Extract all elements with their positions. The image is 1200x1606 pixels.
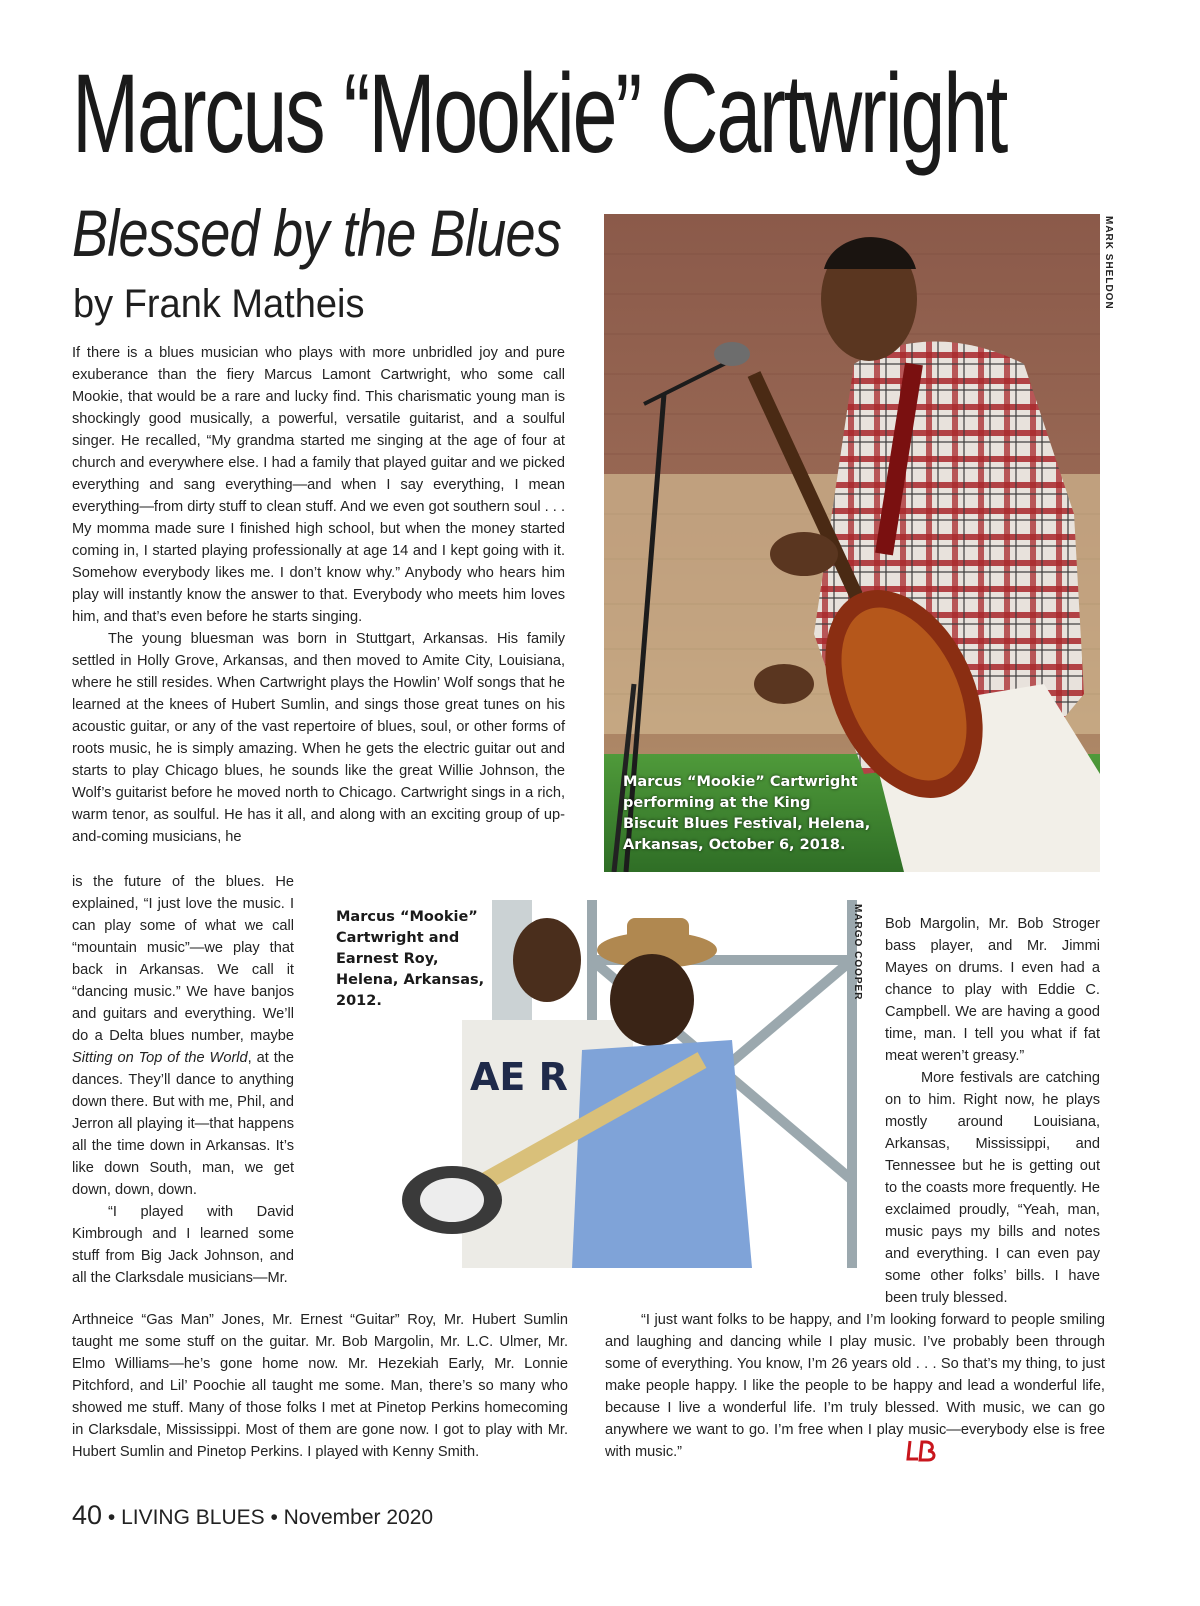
living-blues-logo-icon <box>906 1438 936 1464</box>
paragraph-2: The young bluesman was born in Stuttgart, Arkansas. His family settled in Holly Grove, Arkansas, and then moved to Amite City, Louisiana, where he still resides. When Cartwright plays the Howlin’ Wolf songs that he learned at the knees of Hubert Sumlin, and sings those great tunes on his acoustic guitar, or any of the vast repertoire of blues, soul, or other forms of roots music, he is simply amazing. When he gets the electric guitar out and starts to play Chicago blues, he sounds like the great Willie Johnson, the Wolf’s guitarist before he moved north to Chicago. Cartwright sings in a rich, warm tenor, as soulful. He has it all, and along with an exciting group of up-and-coming musicians, he <box>72 631 565 845</box>
paragraph-1: If there is a blues musician who plays with more unbridled joy and pure exuberance than the fiery Marcus Lamont Cartwright, who some call Mookie, that would be a rare and lucky find. This charismatic young man is shockingly good musically, a powerful, versatile guitarist, and a soulful singer. He recalled, “My grandma started me singing at the age of four at church and everywhere else. I had a family that played guitar and we picked everything and sang everything—and when I say everything, I mean everything—from dirty stuff to clean stuff. And we even got southern soul . . . My momma made sure I finished high school, but when the money started coming in, I started playing professionally at age 14 and I kept going with it. Somehow everybody likes me. I don’t know why.” Anybody who hears him play will instantly know the answer to that. Everybody who meets him loves him, and that’s even before he starts singing. <box>72 345 565 625</box>
article-subtitle: Blessed by the Blues <box>72 196 562 270</box>
body-column-left <box>72 342 565 848</box>
page-number: 40 <box>72 1500 103 1530</box>
body-column-left-bottom <box>72 1309 568 1463</box>
paragraph-2-continued <box>72 871 294 1201</box>
byline: by Frank Matheis <box>73 282 365 326</box>
body-column-right-narrow <box>885 913 1100 1309</box>
page-footer <box>72 1500 433 1531</box>
paragraph-4: More festivals are catching on to him. Right now, he plays mostly around Louisiana, Arkansas, Mississippi, and Tennessee but he is getting out to the coasts more frequently. He exclaimed proudly, “Yeah, man, music pays my bills and notes and everything. I can even pay some other folks’ bills. I have been truly blessed. <box>885 1070 1100 1306</box>
paragraph-2-continued-text: is the future of the blues. He explained, “I just love the music. I can play some of what we call “mountain music”—we play that back in Arkansas. We call it “dancing music.” We have banjos and guitars and everything. We’ll do a Delta blues number, maybe <box>72 874 294 1044</box>
photo-credit-1: MARK SHELDON <box>1103 216 1114 310</box>
article-title: Marcus “Mookie” Cartwright <box>72 51 1007 176</box>
paragraph-5: “I just want folks to be happy, and I’m looking forward to people smiling and laughing and dancing while I play music. I’ve probably been through some of everything. You know, I’m 26 years old . . . So that’s my thing, to just make people happy. I like the people to be happy and lead a wonderful life, because I live a wonderful life. I’m truly blessed. With music, we can go anywhere we want to go. I’m free when I play music—everybody else is free with music.” <box>605 1312 1105 1460</box>
photo-caption-2: Marcus “Mookie” Cartwright and Earnest Roy, Helena, Arkansas, 2012. <box>336 909 485 1009</box>
footer-publication: • LIVING BLUES • November 2020 <box>102 1506 434 1529</box>
song-title: Sitting on Top of the World <box>72 1050 248 1066</box>
paragraph-3-rest: Arthneice “Gas Man” Jones, Mr. Ernest “Guitar” Roy, Mr. Hubert Sumlin taught me some stuff on the guitar. Mr. Bob Margolin, Mr. L.C. Ulmer, Mr. Elmo Williams—he’s gone home now. Mr. Hezekiah Early, Mr. Lonnie Pitchford, and Lil’ Poochie all taught me some. Man, there’s so many who showed me stuff. Many of those folks I met at Pinetop Perkins homecoming in Clarksdale, Mississippi. Most of them are gone now. I got to play with Mr. Hubert Sumlin and Pinetop Perkins. I played with Kenny Smith. <box>72 1312 568 1460</box>
paragraph-3-right: Bob Margolin, Mr. Bob Stroger bass player, and Mr. Jimmi Mayes on drums. I even had a chance to play with Eddie C. Campbell. We are having a good time, man. I tell you what if fat meat weren’t greasy.” <box>885 916 1100 1064</box>
photo-credit-2: MARGO COOPER <box>852 904 863 1001</box>
paragraph-2-end-text: , at the dances. They’ll dance to anything down there. But with me, Phil, and Jerron all playing it—that happens all the time down in Arkansas. It’s like down South, man, we get down, down, down. <box>72 1050 294 1198</box>
body-column-right-bottom <box>605 1309 1105 1463</box>
paragraph-3-start: “I played with David Kimbrough and I learned some stuff from Big Jack Johnson, and all the Clarksdale musicians—Mr. <box>72 1204 294 1286</box>
photo-caption-1: Marcus “Mookie” Cartwright performing at the King Biscuit Blues Festival, Helena, Arkansas, October 6, 2018. <box>623 774 871 853</box>
shirt-text: AE R <box>470 1055 568 1099</box>
body-column-left-narrow <box>72 871 294 1289</box>
